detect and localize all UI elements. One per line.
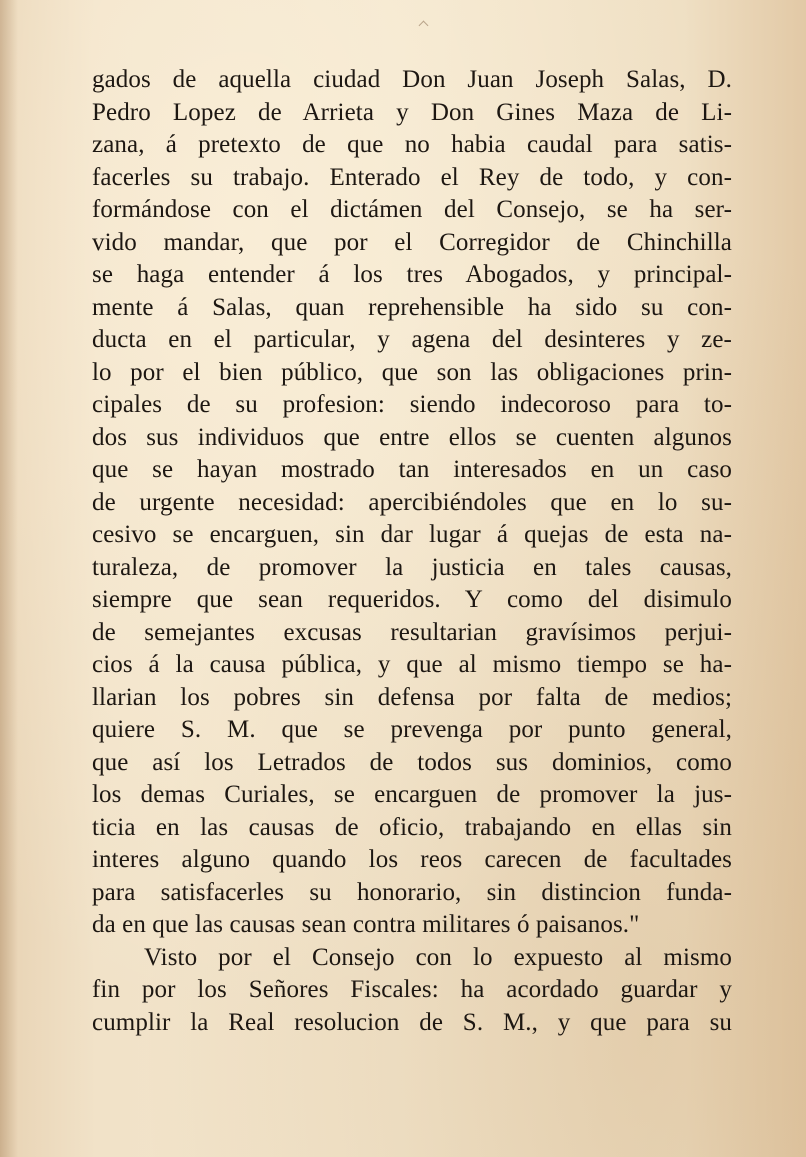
text-line: dos sus individuos que entre ellos se cuenten algunos [92,423,732,451]
text-line: turaleza, de promover la justicia en tales causas, [92,553,732,581]
text-line: quiere S. M. que se prevenga por punto general, [92,716,732,743]
text-line: facerles su trabajo. Enterado el Rey de todo, y con- [92,163,732,191]
text-line: fin por los Señores Fiscales: ha acordado guardar y [92,976,732,1003]
text-line: cumplir la Real resolucion de S. M., y que para su [92,1008,732,1036]
text-line: siempre que sean requeridos. Y como del disimulo [92,586,732,613]
text-line: ticia en las causas de oficio, trabajando en ellas sin [92,813,732,841]
body-text [92,64,732,1039]
text-line: se haga entender á los tres Abogados, y principal- [92,261,732,288]
text-line: vido mandar, que por el Corregidor de Chinchilla [92,228,732,256]
text-line: ducta en el particular, y agena del desinteres y ze- [92,326,732,353]
text-line: para satisfacerles su honorario, sin distincion funda- [92,878,732,906]
text-line: de semejantes excusas resultarian gravísimos perjui- [92,618,732,646]
text-line: de urgente necesidad: apercibiéndoles que en lo su- [92,488,732,516]
paragraph-start-line: Visto por el Consejo con lo expuesto al mismo [144,943,732,971]
text-line: cesivo se encarguen, sin dar lugar á quejas de esta na- [92,521,732,548]
text-line: da en que las causas sean contra militares ó paisanos." [92,911,640,938]
text-line: interes alguno quando los reos carecen de facultades [92,846,732,873]
text-line: lo por el bien público, que son las obligaciones prin- [92,358,732,386]
text-line: cipales de su profesion: siendo indecoroso para to- [92,391,732,418]
text-line: que se hayan mostrado tan interesados en un caso [92,456,732,483]
text-line: los demas Curiales, se encarguen de promover la jus- [92,781,732,808]
decorative-mark [419,21,429,31]
text-line: formándose con el dictámen del Consejo, se ha ser- [92,196,732,223]
text-line: llarian los pobres sin defensa por falta de medios; [92,683,732,711]
text-line: cios á la causa pública, y que al mismo tiempo se ha- [92,651,732,678]
text-line: zana, á pretexto de que no habia caudal para satis- [92,131,732,158]
text-line: Pedro Lopez de Arrieta y Don Gines Maza de Li- [92,98,732,126]
text-line: que así los Letrados de todos sus dominios, como [92,748,732,776]
text-line: mente á Salas, quan reprehensible ha sido su con- [92,293,732,321]
text-line: gados de aquella ciudad Don Juan Joseph Salas, D. [92,66,732,93]
